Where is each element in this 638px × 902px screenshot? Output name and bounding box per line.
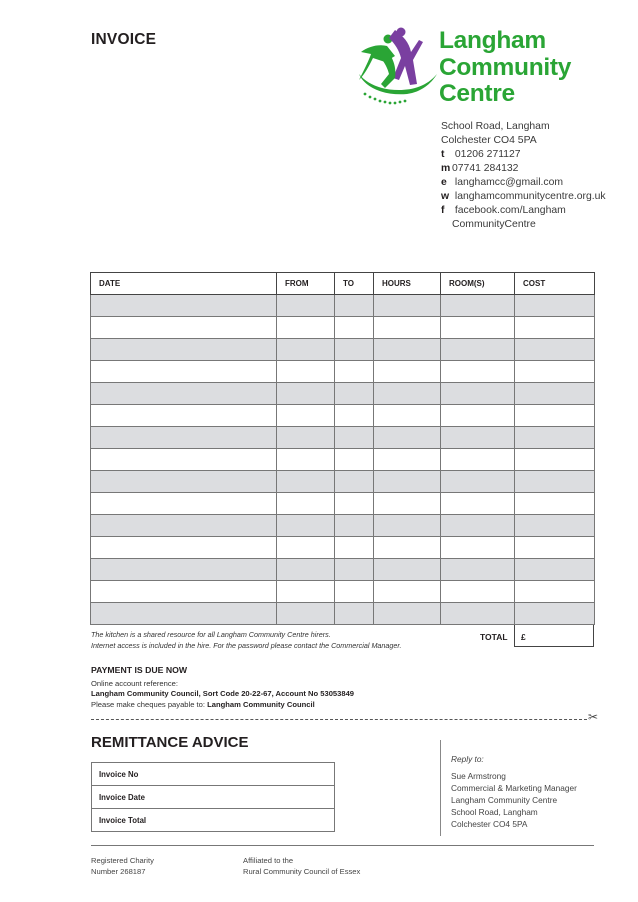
table-cell[interactable]: [515, 383, 595, 405]
table-cell[interactable]: [515, 405, 595, 427]
table-row: [91, 471, 595, 493]
table-cell[interactable]: [335, 361, 374, 383]
table-cell[interactable]: [441, 405, 515, 427]
table-cell[interactable]: [515, 515, 595, 537]
col-to: TO: [335, 273, 374, 295]
phone-value: 01206 271127: [454, 149, 521, 160]
table-row: [91, 603, 595, 625]
facebook-value-cont: CommunityCentre: [452, 219, 536, 230]
reply-org: Langham Community Centre: [451, 795, 558, 805]
reply-name: Sue Armstrong: [451, 771, 506, 781]
table-cell[interactable]: [277, 515, 335, 537]
table-row: [91, 339, 595, 361]
table-cell[interactable]: [441, 559, 515, 581]
invoice-total-field[interactable]: Invoice Total: [92, 809, 335, 832]
table-cell[interactable]: [441, 493, 515, 515]
table-cell[interactable]: [335, 603, 374, 625]
address-line-2: Colchester CO4 5PA: [441, 135, 537, 146]
table-cell[interactable]: [374, 383, 441, 405]
dancers-logo-icon: [355, 22, 439, 110]
table-cell[interactable]: [335, 493, 374, 515]
reply-role: Commercial & Marketing Manager: [451, 783, 577, 793]
table-cell[interactable]: [335, 383, 374, 405]
table-row: [91, 515, 595, 537]
reply-title: Reply to:: [451, 754, 484, 764]
table-cell[interactable]: [91, 603, 277, 625]
table-cell[interactable]: [335, 581, 374, 603]
table-cell[interactable]: [91, 361, 277, 383]
contact-mobile: [441, 162, 606, 176]
charity-line-2: Number 268187: [91, 867, 146, 876]
table-cell[interactable]: [441, 581, 515, 603]
affil-line-2: Rural Community Council of Essex: [243, 867, 361, 876]
total-label: TOTAL: [480, 632, 508, 642]
table-cell[interactable]: [374, 559, 441, 581]
table-header-row: [91, 273, 595, 295]
total-currency: £: [521, 632, 526, 642]
email-label: e: [441, 177, 447, 188]
hire-table: [90, 272, 595, 625]
remittance-title: REMITTANCE ADVICE: [91, 734, 249, 751]
table-cell[interactable]: [277, 493, 335, 515]
table-row: [91, 405, 595, 427]
table-cell[interactable]: [335, 427, 374, 449]
email-value: langhamcc@gmail.com: [454, 177, 564, 188]
web-label: w: [441, 191, 450, 202]
table-cell[interactable]: [515, 493, 595, 515]
web-value: langhamcommunitycentre.org.uk: [454, 191, 606, 202]
table-cell[interactable]: [441, 383, 515, 405]
table-row: [91, 493, 595, 515]
table-cell[interactable]: [277, 427, 335, 449]
charity-line-1: Registered Charity: [91, 856, 154, 865]
table-cell[interactable]: [441, 515, 515, 537]
mobile-label: m: [441, 163, 451, 174]
logo-line-3: Centre: [439, 80, 515, 107]
table-cell[interactable]: [335, 537, 374, 559]
table-cell[interactable]: [374, 603, 441, 625]
table-cell[interactable]: [277, 405, 335, 427]
table-cell[interactable]: [91, 405, 277, 427]
table-cell[interactable]: [91, 537, 277, 559]
hire-notes: [91, 629, 402, 651]
reply-street: School Road, Langham: [451, 807, 538, 817]
charity-info: [91, 855, 154, 877]
table-cell[interactable]: [91, 427, 277, 449]
table-cell[interactable]: [374, 405, 441, 427]
table-cell[interactable]: [335, 339, 374, 361]
table-cell[interactable]: [91, 339, 277, 361]
table-cell[interactable]: [277, 603, 335, 625]
table-cell[interactable]: [515, 317, 595, 339]
table-row: [91, 295, 595, 317]
table-cell[interactable]: [335, 515, 374, 537]
scissors-icon: ✂: [588, 710, 599, 724]
table-cell[interactable]: [515, 537, 595, 559]
table-cell[interactable]: [374, 339, 441, 361]
divider: [440, 740, 441, 836]
table-cell[interactable]: [91, 317, 277, 339]
table-cell[interactable]: [277, 559, 335, 581]
invoice-title: INVOICE: [91, 31, 157, 48]
address-block: [441, 120, 606, 232]
table-cell[interactable]: [374, 317, 441, 339]
logo: [355, 22, 585, 110]
affiliation-info: [243, 855, 360, 877]
table-cell[interactable]: [91, 449, 277, 471]
table-row: [91, 559, 595, 581]
table-cell[interactable]: [277, 537, 335, 559]
table-cell[interactable]: [374, 449, 441, 471]
table-cell[interactable]: [441, 317, 515, 339]
table-cell[interactable]: [441, 449, 515, 471]
table-cell[interactable]: [277, 581, 335, 603]
table-cell[interactable]: [441, 295, 515, 317]
table-cell[interactable]: [515, 559, 595, 581]
table-cell[interactable]: [441, 537, 515, 559]
payment-cheques: [91, 700, 315, 709]
table-row: [91, 361, 595, 383]
phone-label: t: [441, 149, 445, 160]
payment-online-ref: Online account reference:: [91, 679, 178, 688]
table-cell[interactable]: [441, 339, 515, 361]
table-cell[interactable]: [515, 295, 595, 317]
reply-town: Colchester CO4 5PA: [451, 819, 528, 829]
table-cell[interactable]: [91, 559, 277, 581]
remittance-table: [91, 762, 335, 832]
table-cell[interactable]: [515, 581, 595, 603]
table-cell[interactable]: [335, 317, 374, 339]
affil-line-1: Affiliated to the: [243, 856, 294, 865]
table-cell[interactable]: [335, 449, 374, 471]
table-cell[interactable]: [515, 603, 595, 625]
table-cell[interactable]: [441, 603, 515, 625]
table-cell[interactable]: [91, 493, 277, 515]
table-row: [91, 427, 595, 449]
col-cost: COST: [515, 273, 595, 295]
table-cell[interactable]: [374, 361, 441, 383]
logo-wordmark: [439, 28, 571, 108]
total-field[interactable]: [514, 625, 594, 647]
table-cell[interactable]: [277, 317, 335, 339]
table-cell[interactable]: [277, 383, 335, 405]
table-cell[interactable]: [515, 427, 595, 449]
table-cell[interactable]: [515, 339, 595, 361]
contact-phone: [441, 148, 606, 162]
table-cell[interactable]: [91, 471, 277, 493]
cheques-payee: Langham Community Council: [207, 700, 315, 709]
col-from: FROM: [277, 273, 335, 295]
table-row: [91, 317, 595, 339]
table-cell[interactable]: [277, 361, 335, 383]
table-cell[interactable]: [335, 295, 374, 317]
col-hours: HOURS: [374, 273, 441, 295]
contact-facebook: [441, 204, 606, 218]
address-line-1: School Road, Langham: [441, 121, 550, 132]
table-cell[interactable]: [515, 471, 595, 493]
table-cell[interactable]: [374, 295, 441, 317]
hire-table-body: [91, 295, 595, 625]
table-cell[interactable]: [335, 559, 374, 581]
facebook-label: f: [441, 205, 445, 216]
invoice-date-field[interactable]: Invoice Date: [92, 786, 335, 809]
table-row: [91, 449, 595, 471]
table-cell[interactable]: [335, 405, 374, 427]
table-cell[interactable]: [374, 493, 441, 515]
table-cell[interactable]: [515, 361, 595, 383]
note-internet: Internet access is included in the hire. For the password please contact the Commercial Manager.: [91, 641, 402, 650]
table-cell[interactable]: [277, 449, 335, 471]
reply-block: [451, 753, 577, 830]
invoice-no-field[interactable]: Invoice No: [92, 763, 335, 786]
table-cell[interactable]: [91, 295, 277, 317]
cheques-prefix: Please make cheques payable to:: [91, 700, 208, 709]
table-cell[interactable]: [335, 471, 374, 493]
payment-heading: PAYMENT IS DUE NOW: [91, 665, 188, 675]
contact-web: [441, 190, 606, 204]
cut-line: [91, 719, 587, 720]
logo-line-2: Community: [439, 53, 572, 81]
col-date: DATE: [91, 273, 277, 295]
table-cell[interactable]: [441, 427, 515, 449]
table-cell[interactable]: [91, 581, 277, 603]
col-rooms: ROOM(S): [441, 273, 515, 295]
footer-divider: [91, 845, 594, 846]
facebook-value: facebook.com/Langham: [454, 205, 566, 216]
contact-email: [441, 176, 606, 190]
logo-line-1: Langham: [439, 27, 546, 54]
table-row: [91, 383, 595, 405]
table-cell[interactable]: [441, 471, 515, 493]
table-cell[interactable]: [374, 471, 441, 493]
table-cell[interactable]: [277, 295, 335, 317]
table-cell[interactable]: [91, 515, 277, 537]
table-cell[interactable]: [277, 339, 335, 361]
payment-bank-details: Langham Community Council, Sort Code 20-22-67, Account No 53053849: [91, 689, 355, 698]
table-row: [91, 537, 595, 559]
table-cell[interactable]: [374, 581, 441, 603]
table-cell[interactable]: [91, 383, 277, 405]
table-cell[interactable]: [374, 427, 441, 449]
table-cell[interactable]: [374, 537, 441, 559]
note-kitchen: The kitchen is a shared resource for all Langham Community Centre hirers.: [91, 630, 331, 639]
table-cell[interactable]: [374, 515, 441, 537]
table-row: [91, 581, 595, 603]
mobile-value: 07741 284132: [452, 163, 519, 174]
table-cell[interactable]: [277, 471, 335, 493]
table-cell[interactable]: [515, 449, 595, 471]
table-cell[interactable]: [441, 361, 515, 383]
